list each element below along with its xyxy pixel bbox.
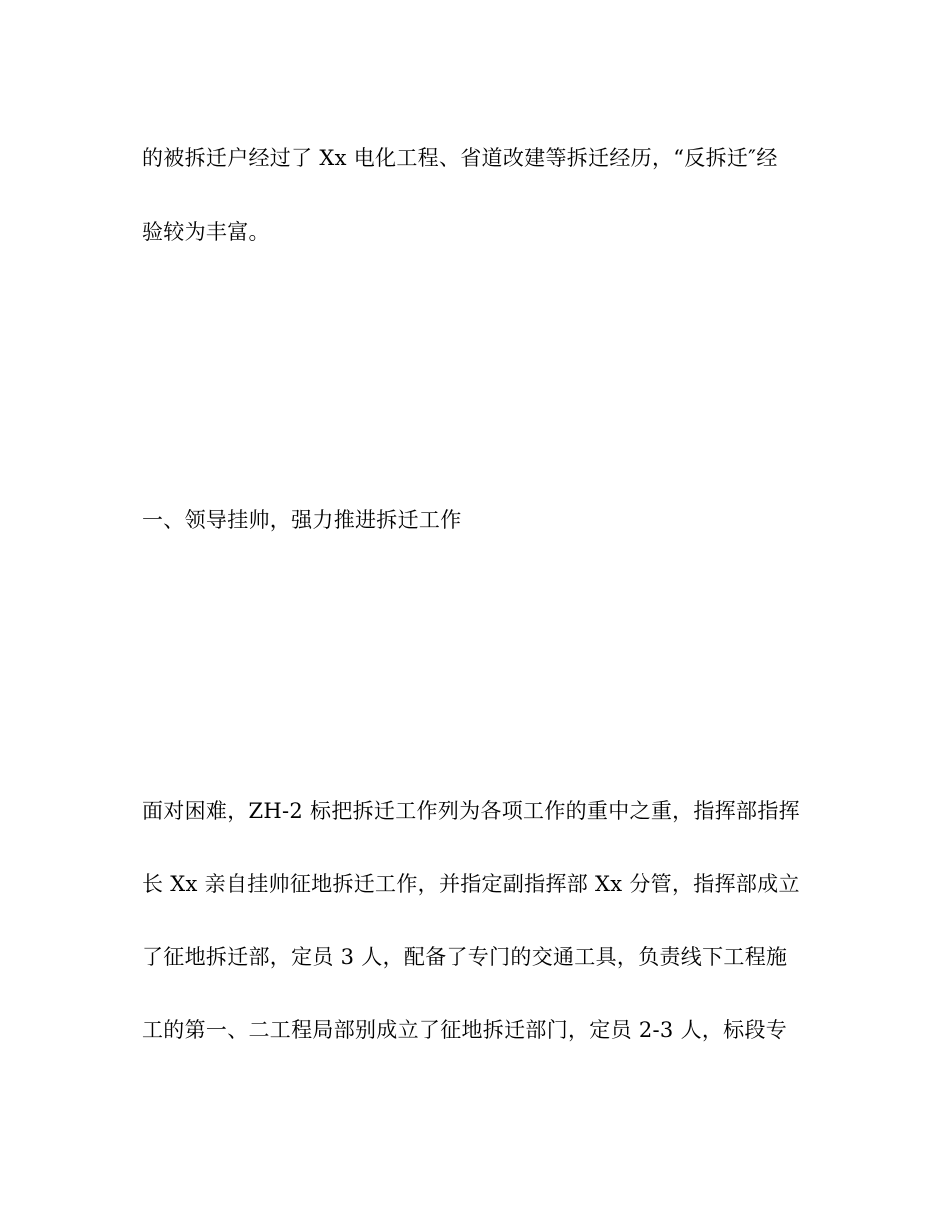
- paragraph-2-line-3: 了征地拆迁部，定员 3 人，配备了专门的交通工具，负责线下工程施: [142, 945, 788, 969]
- paragraph-2-line-4: 工的第一、二工程局部别成立了征地拆迁部门，定员 2-3 人，标段专: [142, 1018, 788, 1042]
- paragraph-1-line-2: 验较为丰富。: [142, 220, 270, 244]
- paragraph-2-line-1: 面对困难，ZH-2 标把拆迁工作列为各项工作的重中之重，指挥部指挥: [142, 799, 800, 823]
- paragraph-1-line-1: 的被拆迁户经过了 Xx 电化工程、省道改建等拆迁经历，“反拆迁″经: [142, 146, 778, 170]
- section-heading: 一、领导挂帅，强力推进拆迁工作: [142, 508, 462, 532]
- paragraph-2-line-2: 长 Xx 亲自挂帅征地拆迁工作，并指定副指挥部 Xx 分管，指挥部成立: [142, 872, 800, 896]
